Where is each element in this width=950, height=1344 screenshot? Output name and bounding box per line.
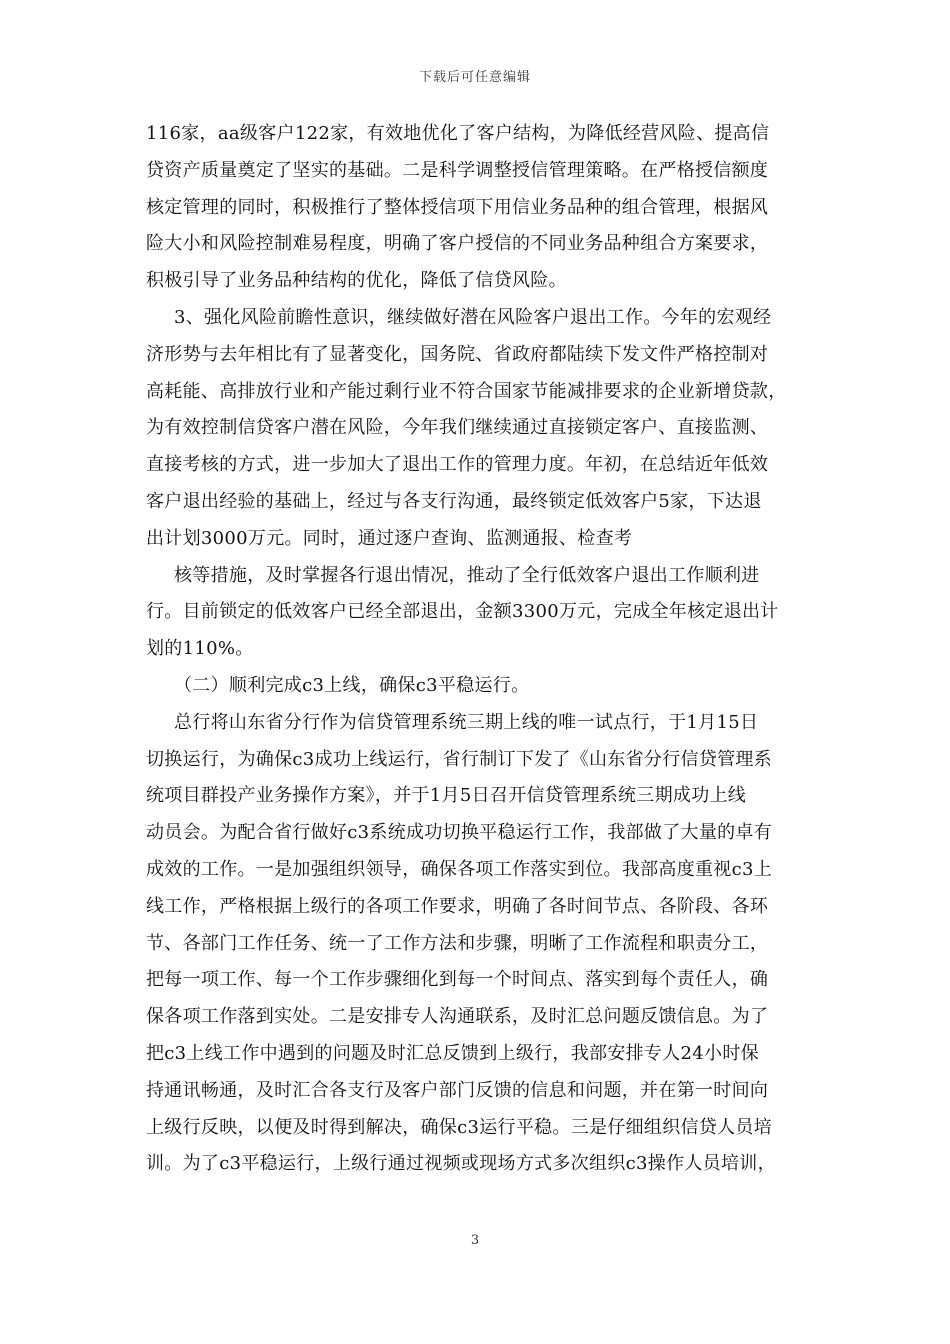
text-line: 把每一项工作、每一个工作步骤细化到每一个时间点、落实到每个责任人，确 xyxy=(146,969,769,991)
text-line: 为有效控制信贷客户潜在风险，今年我们继续通过直接锁定客户、直接监测、 xyxy=(146,417,769,439)
text-line: （二）顺利完成c3上线，确保c3平稳运行。 xyxy=(174,674,530,696)
text-line: 客户退出经验的基础上，经过与各支行沟通，最终锁定低效客户5家，下达退 xyxy=(146,490,762,512)
text-line: 出计划3000万元。同时，通过逐户查询、监测通报、检查考 xyxy=(146,527,633,549)
text-line: 3、强化风险前瞻性意识，继续做好潜在风险客户退出工作。今年的宏观经 xyxy=(174,306,772,328)
text-line: 节、各部门工作任务、统一了工作方法和步骤，明晰了工作流程和职责分工， xyxy=(146,932,769,954)
text-line: 线工作，严格根据上级行的各项工作要求，明确了各时间节点、各阶段、各环 xyxy=(146,895,769,917)
text-line: 核定管理的同时，积极推行了整体授信项下用信业务品种的组合管理，根据风 xyxy=(146,196,769,218)
text-line: 把c3上线工作中遇到的问题及时汇总反馈到上级行，我部安排专人24小时保 xyxy=(146,1042,759,1064)
text-line: 116家，aa级客户122家，有效地优化了客户结构，为降低经营风险、提高信 xyxy=(146,123,770,144)
text-line: 保各项工作落到实处。二是安排专人沟通联系，及时汇总问题反馈信息。为了 xyxy=(146,1006,769,1028)
text-line: 险大小和风险控制难易程度，明确了客户授信的不同业务品种组合方案要求， xyxy=(146,233,769,255)
text-line: 济形势与去年相比有了显著变化，国务院、省政府都陆续下发文件严格控制对 xyxy=(146,343,769,365)
text-line: 贷资产质量奠定了坚实的基础。二是科学调整授信管理策略。在严格授信额度 xyxy=(146,159,769,181)
text-line: 直接考核的方式，进一步加大了退出工作的管理力度。年初，在总结近年低效 xyxy=(146,454,769,476)
document-body xyxy=(146,116,814,1183)
text-line: 总行将山东省分行作为信贷管理系统三期上线的唯一试点行，于1月15日 xyxy=(174,711,759,733)
text-line: 持通讯畅通，及时汇合各支行及客户部门反馈的信息和问题，并在第一时间向 xyxy=(146,1079,769,1101)
text-line: 成效的工作。一是加强组织领导，确保各项工作落实到位。我部高度重视c3上 xyxy=(146,858,773,880)
text-line: 行。目前锁定的低效客户已经全部退出，金额3300万元，完成全年核定退出计 xyxy=(146,601,779,623)
text-line: 核等措施，及时掌握各行退出情况，推动了全行低效客户退出工作顺利进 xyxy=(174,564,760,586)
page-header: 下载后可任意编辑 xyxy=(418,70,531,85)
text-line: 划的110%。 xyxy=(146,638,254,660)
page-number: 3 xyxy=(470,1233,480,1248)
text-line: 动员会。为配合省行做好c3系统成功切换平稳运行工作，我部做了大量的卓有 xyxy=(146,822,773,844)
text-line: 上级行反映，以便及时得到解决，确保c3运行平稳。三是仔细组织信贷人员培 xyxy=(146,1116,773,1138)
text-line: 统项目群投产业务操作方案》，并于1月5日召开信贷管理系统三期成功上线 xyxy=(146,785,747,807)
text-line: 切换运行，为确保c3成功上线运行，省行制订下发了《山东省分行信贷管理系 xyxy=(146,748,773,770)
text-line: 训。为了c3平稳运行，上级行通过视频或现场方式多次组织c3操作人员培训， xyxy=(146,1153,776,1175)
text-line: 高耗能、高排放行业和产能过剩行业不符合国家节能减排要求的企业新增贷款， xyxy=(146,380,787,402)
text-line: 积极引导了业务品种结构的优化，降低了信贷风险。 xyxy=(146,270,567,292)
